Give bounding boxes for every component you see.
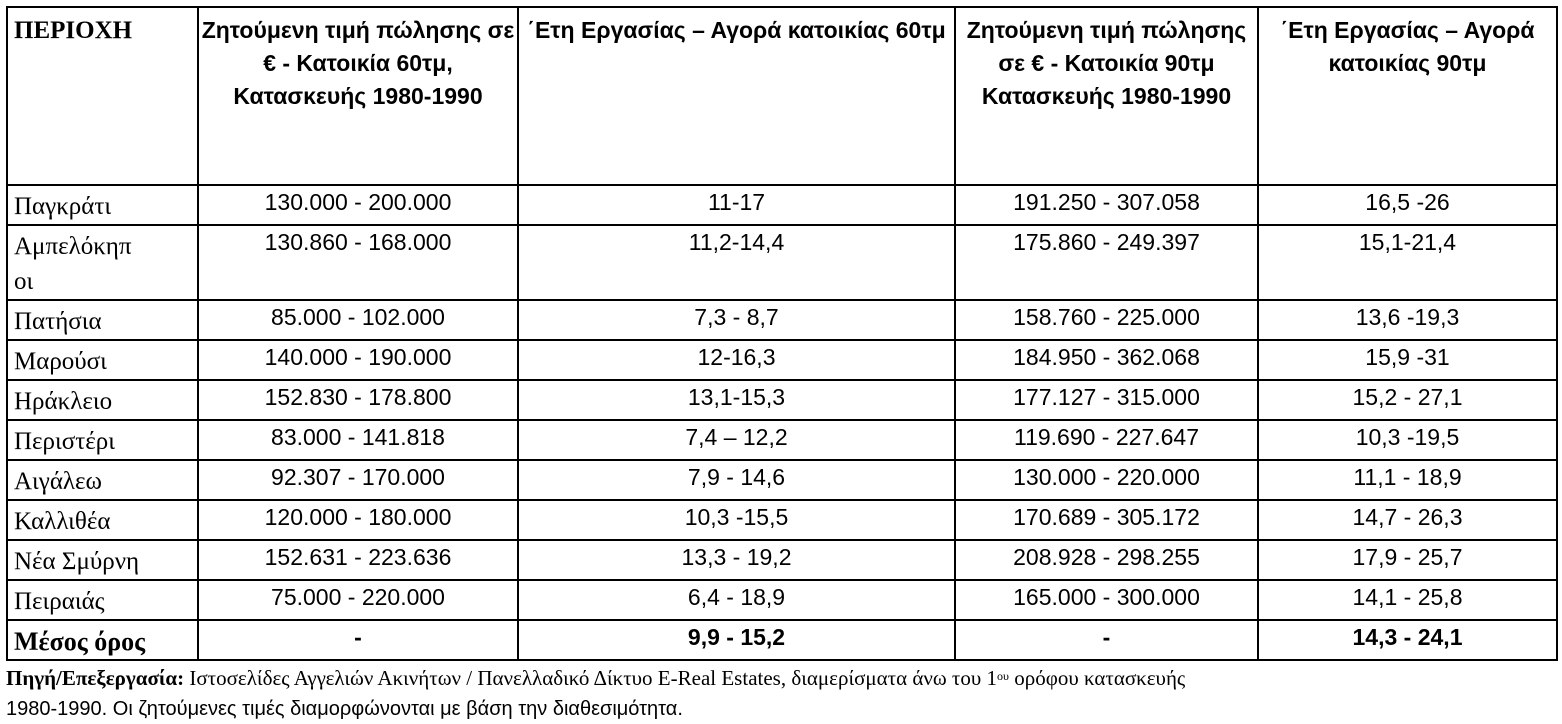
region-cell: Παγκράτι: [7, 185, 198, 225]
years-60-cell: 7,3 - 8,7: [518, 300, 955, 340]
price-90-cell: 170.689 - 305.172: [955, 500, 1258, 540]
table-row: [7, 420, 1557, 460]
table-row: [7, 540, 1557, 580]
price-90-cell: 184.950 - 362.068: [955, 340, 1258, 380]
years-60-cell: 6,4 - 18,9: [518, 580, 955, 620]
years-60-cell: 13,1-15,3: [518, 380, 955, 420]
average-years-60-cell: 9,9 - 15,2: [518, 620, 955, 660]
price-90-cell: 208.928 - 298.255: [955, 540, 1258, 580]
price-90-cell: 165.000 - 300.000: [955, 580, 1258, 620]
price-90-cell: 175.860 - 249.397: [955, 225, 1258, 300]
years-90-cell: 15,9 -31: [1258, 340, 1557, 380]
years-60-cell: 12-16,3: [518, 340, 955, 380]
region-cell: Καλλιθέα: [7, 500, 198, 540]
price-60-cell: 152.631 - 223.636: [198, 540, 518, 580]
region-cell: Αμπελόκηπ οι: [7, 225, 198, 300]
header-price-90-text: Ζητούμενη τιμή πώλησης σε € - Κατοικία 90τμ Κατασκευής 1980-1990: [966, 17, 1247, 109]
header-price-90: [955, 7, 1258, 185]
header-years-90-text: ΄Ετη Εργασίας – Αγορά κατοικίας 90τμ: [1280, 17, 1535, 76]
price-90-cell: 177.127 - 315.000: [955, 380, 1258, 420]
table-header-row: [7, 7, 1557, 185]
average-row: [7, 620, 1557, 660]
price-90-cell: 130.000 - 220.000: [955, 460, 1258, 500]
price-90-cell: 119.690 - 227.647: [955, 420, 1258, 460]
years-90-cell: 17,9 - 25,7: [1258, 540, 1557, 580]
header-years-60-text: ΄Ετη Εργασίας – Αγορά κατοικίας 60τμ: [527, 17, 946, 43]
region-cell: Ηράκλειο: [7, 380, 198, 420]
average-years-90-cell: 14,3 - 24,1: [1258, 620, 1557, 660]
years-60-cell: 11-17: [518, 185, 955, 225]
price-60-cell: 120.000 - 180.000: [198, 500, 518, 540]
region-cell: Πειραιάς: [7, 580, 198, 620]
region-cell: Αιγάλεω: [7, 460, 198, 500]
source-text-part2: ορόφου κατασκευής: [1008, 666, 1186, 690]
table-row: [7, 580, 1557, 620]
region-cell: Μαρούσι: [7, 340, 198, 380]
table-row: [7, 340, 1557, 380]
region-cell: Περιστέρι: [7, 420, 198, 460]
average-region-cell: Μέσος όρος: [7, 620, 198, 660]
table-row: [7, 380, 1557, 420]
average-price-90-cell: -: [955, 620, 1258, 660]
table-row: [7, 460, 1557, 500]
header-years-60: [518, 7, 955, 185]
header-price-60: [198, 7, 518, 185]
table-row: [7, 500, 1557, 540]
housing-price-table: [6, 6, 1558, 661]
years-60-cell: 7,4 – 12,2: [518, 420, 955, 460]
source-superscript: ου: [997, 669, 1009, 683]
years-90-cell: 13,6 -19,3: [1258, 300, 1557, 340]
table-row: [7, 185, 1557, 225]
years-60-cell: 7,9 - 14,6: [518, 460, 955, 500]
price-90-cell: 191.250 - 307.058: [955, 185, 1258, 225]
years-60-cell: 11,2-14,4: [518, 225, 955, 300]
source-label: Πηγή/Επεξεργασία:: [6, 666, 185, 690]
region-cell: Πατήσια: [7, 300, 198, 340]
region-cell: Νέα Σμύρνη: [7, 540, 198, 580]
header-region: ΠΕΡΙΟΧΗ: [7, 7, 198, 185]
years-90-cell: 15,2 - 27,1: [1258, 380, 1557, 420]
price-60-cell: 83.000 - 141.818: [198, 420, 518, 460]
header-years-90: [1258, 7, 1557, 185]
years-60-cell: 13,3 - 19,2: [518, 540, 955, 580]
price-60-cell: 92.307 - 170.000: [198, 460, 518, 500]
price-60-cell: 130.000 - 200.000: [198, 185, 518, 225]
document-page: [6, 6, 1556, 724]
source-note: [6, 663, 1556, 724]
price-60-cell: 75.000 - 220.000: [198, 580, 518, 620]
years-90-cell: 11,1 - 18,9: [1258, 460, 1557, 500]
years-90-cell: 10,3 -19,5: [1258, 420, 1557, 460]
header-price-60-text: Ζητούμενη τιμή πώλησης σε € - Κατοικία 60τμ, Κατασκευής 1980-1990: [201, 17, 515, 109]
years-90-cell: 16,5 -26: [1258, 185, 1557, 225]
price-60-cell: 152.830 - 178.800: [198, 380, 518, 420]
table-row: [7, 300, 1557, 340]
price-90-cell: 158.760 - 225.000: [955, 300, 1258, 340]
years-90-cell: 14,1 - 25,8: [1258, 580, 1557, 620]
years-60-cell: 10,3 -15,5: [518, 500, 955, 540]
years-90-cell: 14,7 - 26,3: [1258, 500, 1557, 540]
table-row: [7, 225, 1557, 300]
price-60-cell: 130.860 - 168.000: [198, 225, 518, 300]
years-90-cell: 15,1-21,4: [1258, 225, 1557, 300]
source-text-part3: 1980-1990. Οι ζητούμενες τιμές διαμορφώνονται με βάση την διαθεσιμότητα.: [6, 698, 683, 720]
average-price-60-cell: -: [198, 620, 518, 660]
source-text-part1: Ιστοσελίδες Αγγελιών Ακινήτων / Πανελλαδικό Δίκτυο E-Real Estates, διαμερίσματα άνω του 1: [189, 666, 998, 690]
price-60-cell: 140.000 - 190.000: [198, 340, 518, 380]
price-60-cell: 85.000 - 102.000: [198, 300, 518, 340]
